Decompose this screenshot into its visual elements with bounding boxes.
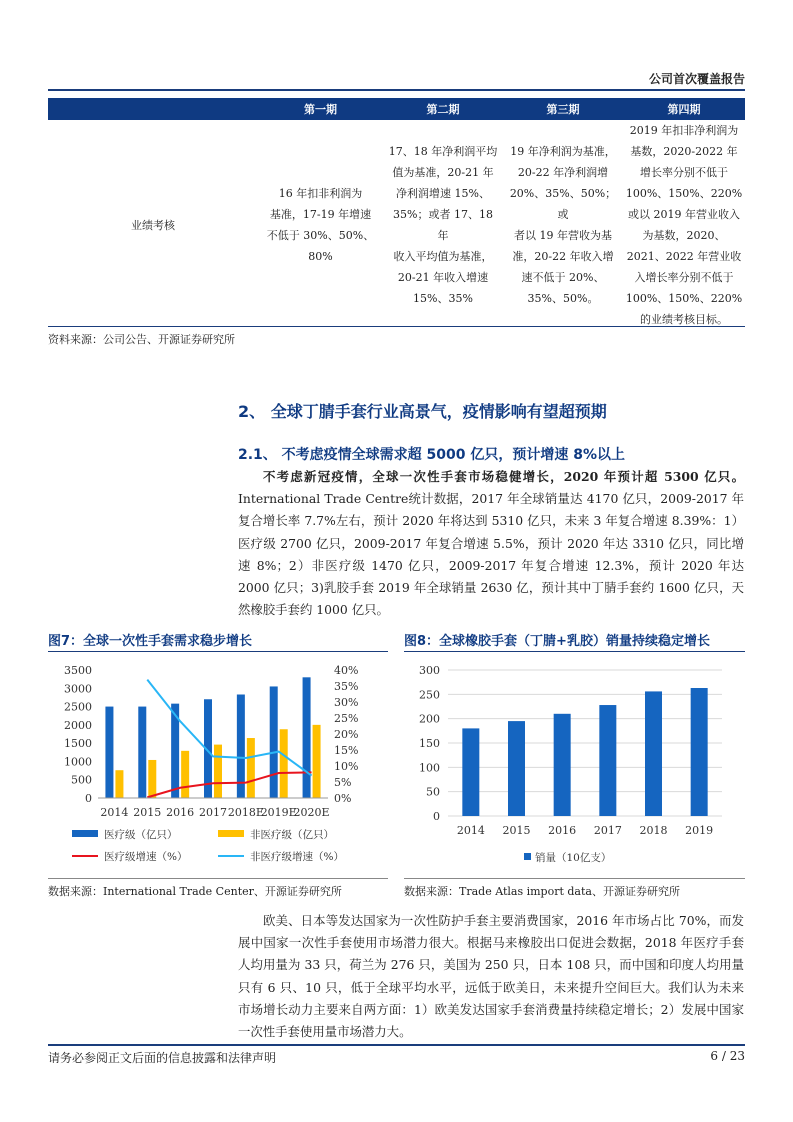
figure7-chart [48, 656, 388, 876]
bar [462, 728, 479, 816]
legend-label: 医疗级增速（%） [104, 851, 188, 863]
bar [138, 707, 146, 798]
table-header-phase1: 第一期 [258, 98, 383, 120]
cell-line: 值为基准，20-21 年 [392, 166, 494, 179]
x-tick-label: 2016 [166, 806, 195, 819]
cell-line: 为基数，2020、 [642, 229, 726, 242]
cell-line: 15%、35% [413, 292, 473, 305]
bar [554, 714, 571, 816]
page-number: 6 / 23 [710, 1049, 745, 1063]
cell-phase2 [383, 120, 503, 330]
footer-rule [48, 1044, 745, 1046]
y2-tick-label: 40% [334, 664, 359, 677]
cell-line: 20-22 年净利润增 [517, 166, 609, 179]
x-tick-label: 2014 [456, 824, 485, 837]
cell-line: 100%、150%、220% [625, 187, 743, 200]
table-header-phase4: 第四期 [623, 98, 745, 120]
y-tick-label: 3500 [64, 664, 92, 677]
y-tick-label: 0 [85, 792, 92, 805]
cell-line: 20%、35%、50%；或 [509, 187, 617, 221]
x-tick-label: 2017 [199, 806, 227, 819]
y2-tick-label: 30% [334, 696, 359, 709]
figure8-bars [462, 688, 707, 816]
bar [270, 686, 278, 798]
cell-line: 16 年扣非利润为 [278, 187, 363, 200]
bar [599, 705, 616, 816]
cell-line: 速不低于 20%、 [521, 271, 605, 284]
x-tick-label: 2015 [133, 806, 162, 819]
bar [214, 745, 222, 798]
cell-line: 不低于 30%、50%、 [266, 229, 375, 242]
y-tick-label: 1500 [64, 737, 92, 751]
cell-line: 收入平均值为基准， [393, 250, 493, 263]
paragraph-text: 欧美、日本等发达国家为一次性防护手套主要消费国家，2016 年市场占比 70%，而发展中国家一次性手套使用市场潜力很大。根据马来橡胶出口促进会数据，2018 年医疗手套人均用量为 33 只，荷兰为 276 只，美国为 250 只，日本 108 只，而中国和印度人均用量只有 6 只、10 只，低于全球平均水平，远低于欧美日，未来提升空间巨大。我们认为未来市场增长动力主要来自两方面：1）欧美发达国家手套消费量持续稳定增长；2）发展中国家一次性手套使用量市场潜力大。 [238, 913, 744, 1040]
legend-label: 销量（10亿支） [535, 852, 612, 864]
y-tick-label: 300 [419, 664, 440, 677]
cell-phase1 [258, 120, 383, 330]
bar [508, 721, 525, 816]
figure7-legend [72, 828, 344, 863]
figure7-source: 数据来源：International Trade Center、开源证券研究所 [48, 885, 342, 898]
figure8-legend [524, 851, 611, 864]
y2-tick-label: 10% [334, 760, 359, 773]
y2-tick-label: 5% [334, 776, 352, 789]
figure8-gridlines [448, 670, 722, 816]
report-type-label: 公司首次覆盖报告 [648, 72, 745, 86]
bar [280, 729, 288, 798]
cell-line: 35%、50%。 [527, 292, 599, 305]
cell-line: 增长率分别不低于 [640, 166, 728, 179]
bar [645, 691, 662, 816]
cell-phase4 [623, 120, 745, 330]
cell-line: 19 年净利润为基准， [510, 145, 616, 158]
body-paragraph [238, 466, 744, 621]
cell-phase3 [503, 120, 623, 330]
bar [691, 688, 708, 816]
cell-line: 80% [308, 250, 333, 263]
cell-line: 17、18 年净利润平均 [388, 145, 498, 158]
legend-label: 非医疗级（亿只） [250, 829, 334, 841]
x-tick-label: 2019E [260, 806, 297, 819]
legend-swatch [218, 830, 244, 837]
legend-label: 医疗级（亿只） [104, 829, 178, 841]
table-header-phase3: 第三期 [503, 98, 623, 120]
bar [313, 725, 321, 798]
y2-tick-label: 0% [334, 792, 352, 805]
cell-line: 2021、2022 年营业收 [626, 250, 742, 263]
y-tick-label: 250 [419, 688, 440, 702]
incentive-table [48, 98, 745, 330]
cell-line: 净利润增速 15%、 [396, 187, 490, 200]
footer-disclaimer: 请务必参阅正文后面的信息披露和法律声明 [48, 1051, 277, 1065]
x-tick-label: 2014 [100, 806, 129, 819]
cell-line: 入增长率分别不低于 [634, 271, 734, 284]
legend-label: 非医疗级增速（%） [250, 851, 344, 863]
table-header-phase2: 第二期 [383, 98, 503, 120]
table-bottom-rule [48, 326, 745, 327]
x-tick-label: 2018 [639, 824, 668, 837]
cell-line: 基准，17-19 年增速 [269, 208, 372, 221]
section-heading: 2、 全球丁腈手套行业高景气，疫情影响有望超预期 [238, 402, 607, 421]
subsection-heading: 2.1、 不考虑疫情全球需求超 5000 亿只，预计增速 8%以上 [238, 447, 626, 463]
y2-tick-label: 20% [334, 728, 359, 741]
figure8-bottom-rule [404, 878, 745, 879]
y-tick-label: 0 [433, 810, 440, 823]
cell-line: 100%、150%、220% [625, 292, 743, 305]
bar [115, 770, 123, 798]
bar [181, 751, 189, 798]
table-row [48, 120, 745, 330]
table-header-row [48, 98, 745, 120]
bar [148, 760, 156, 798]
y2-tick-label: 35% [334, 680, 359, 693]
y-tick-label: 100 [419, 761, 440, 775]
x-tick-label: 2019 [685, 824, 714, 837]
cell-line: 的业绩考核目标。 [640, 313, 728, 326]
y-tick-label: 2000 [64, 718, 92, 732]
paragraph-text [238, 466, 744, 621]
y2-tick-label: 25% [334, 712, 359, 725]
cell-line: 者以 19 年营收为基 [514, 229, 612, 242]
figure8-title-rule [404, 651, 745, 652]
figure7-bars [105, 677, 320, 798]
x-tick-label: 2016 [548, 824, 577, 837]
cell-line: 2019 年扣非净利润为 [629, 124, 739, 137]
bar [247, 738, 255, 798]
legend-swatch [72, 830, 98, 837]
cell-line: 20-21 年收入增速 [397, 271, 489, 284]
paragraph-lead: 不考虑新冠疫情，全球一次性手套市场稳健增长，2020 年预计超 5300 亿只。 [263, 469, 744, 484]
cell-line: 基数，2020-2022 年 [630, 145, 738, 158]
y-tick-label: 500 [71, 773, 92, 787]
y-tick-label: 50 [426, 785, 440, 799]
x-tick-label: 2015 [502, 824, 531, 837]
cell-line: 或以 2019 年营业收入 [628, 208, 740, 221]
x-tick-label: 2017 [593, 824, 622, 837]
cell-line: 准，20-22 年收入增 [512, 250, 614, 263]
figure8-source: 数据来源：Trade Atlas import data、开源证券研究所 [404, 885, 680, 898]
bar [105, 707, 113, 798]
y-tick-label: 3000 [64, 682, 92, 696]
paragraph-body: International Trade Centre统计数据，2017 年全球销量达 4170 亿只，2009-2017 年复合增长率 7.7%左右，预计 2020 年将达到 5310 亿只，未来 3 年复合增速 8.39%：1）医疗级 2700 亿只，2009-2017 年复合增速 5.5%，预计 2020 年达 3310 亿只，同比增速 8%；2）非医疗级 1470 亿只，2009-2017 年复合增速 12.3%，预计 2020 年达 2000 亿只；3)乳胶手套 2019 年全球销量 2630 亿，预计其中丁腈手套约 1600 亿只，天然橡胶手套约 1000 亿只。 [238, 491, 744, 618]
figure8-title: 图8：全球橡胶手套（丁腈+乳胶）销量持续稳定增长 [404, 634, 710, 649]
y-tick-label: 2500 [64, 700, 92, 714]
y-tick-label: 1000 [64, 755, 92, 769]
legend-swatch [524, 853, 531, 860]
row-label: 业绩考核 [131, 218, 175, 232]
bar [303, 677, 311, 798]
table-header-blank [48, 98, 258, 120]
x-tick-label: 2020E [293, 806, 330, 819]
body-paragraph [238, 910, 744, 1043]
figure7-title-rule [48, 651, 388, 652]
figure7-bottom-rule [48, 878, 388, 879]
x-tick-label: 2018E [227, 806, 264, 819]
y-tick-label: 150 [419, 737, 440, 750]
figure7-title: 图7：全球一次性手套需求稳步增长 [48, 634, 253, 649]
y-tick-label: 200 [419, 712, 440, 726]
table-source-note: 资料来源：公司公告、开源证券研究所 [48, 333, 235, 346]
header-rule [48, 89, 745, 91]
y2-tick-label: 15% [334, 744, 359, 757]
figure8-chart [404, 656, 745, 876]
cell-line: 35%；或者 17、18 年 [393, 208, 493, 242]
